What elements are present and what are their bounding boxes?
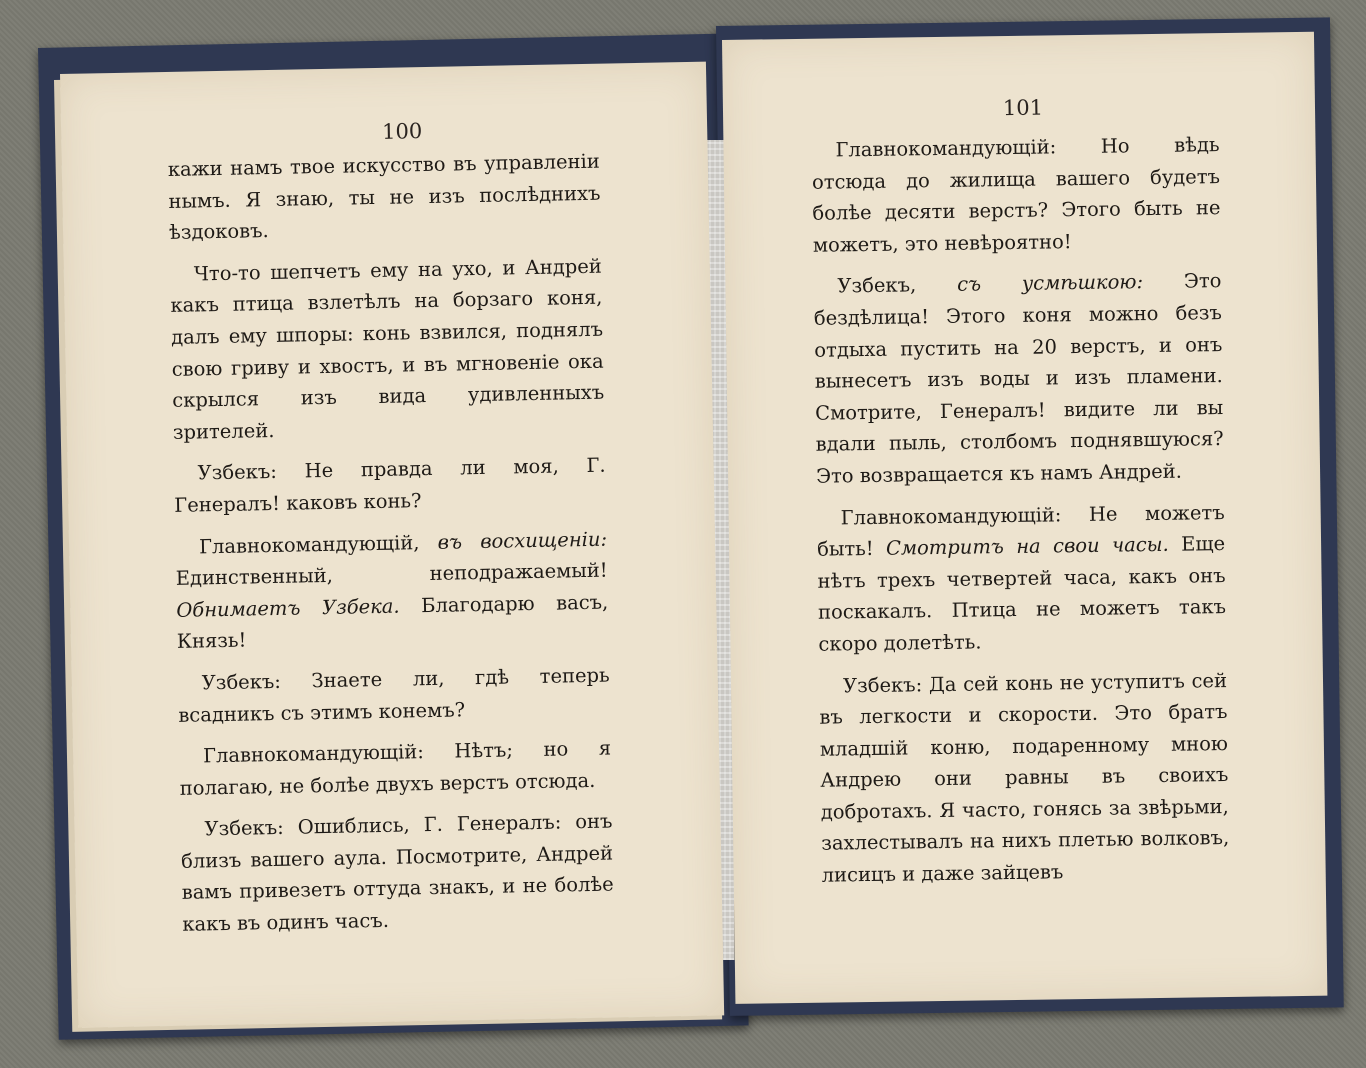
- text-run: Узбекъ: Не правда ли моя, Г. Генералъ! каковъ конь?: [174, 453, 606, 517]
- text-run: Узбекъ: Ошиблись, Г. Генералъ: онъ близъ вашего аула. Посмотрите, Андрей вамъ привезетъ оттуда знакъ, и не болѣе какъ въ одинъ часъ.: [180, 809, 614, 936]
- paragraph: [168, 146, 602, 249]
- text-run: Главнокомандующій: Но вѣдь отсюда до жилища вашего будетъ болѣе десяти верстъ? Этого быть не можетъ, это невѣроятно!: [811, 133, 1221, 257]
- text-run: Узбекъ: Да сей конь не уступитъ сей въ легкости и скорости. Это братъ младшій коню, подаренному мною Андрею они равны въ своихъ добротахъ. Я часто, гонясь за звѣрьми, захлестывалъ на нихъ плетью волковъ, лисицъ и даже зайцевъ: [819, 668, 1230, 887]
- text-run: Еще нѣтъ трехъ четвертей часа, какъ онъ поскакалъ. Птица не можетъ такъ скоро долетѣть.: [817, 532, 1227, 656]
- paragraph: [170, 250, 606, 448]
- paragraph: [811, 129, 1221, 261]
- paragraph: [813, 265, 1224, 492]
- text-run: Главнокомандующій: Нѣтъ; но я полагаю, не болѣе двухъ верстъ отсюда.: [179, 736, 612, 800]
- paragraph: [819, 665, 1230, 892]
- page-number-left: 100: [381, 119, 423, 144]
- text-run: Благодарю васъ, Князь!: [176, 590, 609, 654]
- text-run: кажи намъ твое искусство въ управленіи нымъ. Я знаю, ты не изъ послѣднихъ ѣздоковъ.: [167, 149, 601, 245]
- text-run: Это бездѣлица! Этого коня можно безъ отдыха пустить на 20 верстъ, и онъ вынесетъ изъ воды и изъ пламени. Смотрите, Генералъ! видите ли вы вдали пыль, столбомъ поднявшуюся? Это возвращается къ намъ Андрей.: [813, 269, 1224, 488]
- right-page-text: [811, 129, 1230, 901]
- stage-direction: въ восхищеніи:: [437, 527, 608, 554]
- text-run: Главнокомандующій: Не можетъ быть!: [816, 500, 1225, 561]
- text-run: Единственный, неподражаемый!: [175, 558, 608, 590]
- paragraph: [179, 733, 612, 804]
- page-number-right: 101: [1002, 95, 1044, 121]
- text-run: Узбекъ: Знаете ли, гдѣ теперь всадникъ съ этимъ конемъ?: [178, 663, 610, 727]
- paragraph: [175, 523, 609, 658]
- paragraph: [816, 497, 1226, 661]
- left-page: [60, 62, 724, 1028]
- paragraph: [177, 659, 610, 730]
- paragraph: [180, 806, 614, 941]
- stage-direction: съ усмѣшкою:: [956, 270, 1144, 297]
- paragraph: [173, 450, 606, 521]
- text-run: Что-то шепчетъ ему на ухо, и Андрей какъ птица взлетѣлъ на борзаго коня, далъ ему шпоры: конь взвился, поднялъ свою гриву и хвостъ, и въ мгновеніе ока скрылся изъ вида удивленныхъ зрителей.: [170, 254, 605, 444]
- text-run: Узбекъ,: [837, 273, 958, 298]
- right-page: [722, 32, 1327, 1004]
- stage-direction: Смотритъ на свои часы.: [885, 532, 1169, 560]
- left-page-text: [168, 146, 615, 951]
- stage-direction: Обнимаетъ Узбека.: [176, 594, 400, 622]
- text-run: Главнокомандующій,: [198, 530, 438, 558]
